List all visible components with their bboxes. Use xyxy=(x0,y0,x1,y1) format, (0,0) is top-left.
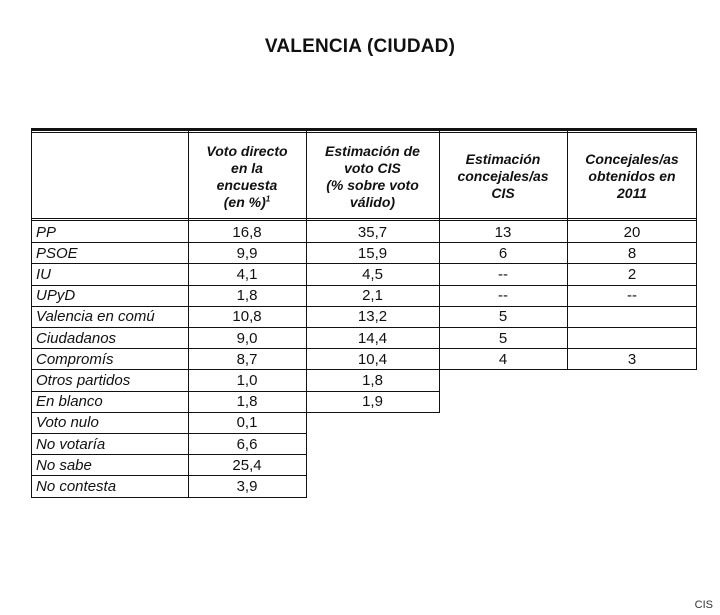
row-rule xyxy=(31,369,697,370)
row-rule xyxy=(31,391,439,392)
header-line: concejales/as xyxy=(457,168,549,184)
value-voto-directo: 10,8 xyxy=(232,308,262,326)
value-estimacion: 1,8 xyxy=(362,371,383,389)
column-rule xyxy=(696,128,697,370)
header-line: Concejales/as xyxy=(585,151,679,167)
value-concejales-cis: 6 xyxy=(498,244,508,262)
header-line: (% sobre voto xyxy=(326,176,419,193)
party-label: No contesta xyxy=(36,477,117,495)
party-label: Voto nulo xyxy=(36,414,99,432)
value-voto-directo: 8,7 xyxy=(236,350,258,368)
value-voto-directo: 16,8 xyxy=(232,223,262,241)
header-unit xyxy=(206,194,287,211)
value-voto-directo: 6,6 xyxy=(236,435,258,453)
value-concejales-2011 xyxy=(567,328,697,349)
value-voto-directo: 3,9 xyxy=(236,477,258,495)
value-concejales-2011: -- xyxy=(627,287,637,305)
value-concejales-cis: 13 xyxy=(494,223,512,241)
row-rule xyxy=(31,412,439,413)
column-rule xyxy=(306,128,307,498)
column-rule xyxy=(567,128,568,370)
column-rule xyxy=(188,128,189,498)
header-line: voto CIS xyxy=(344,159,401,176)
value-concejales-2011: 2 xyxy=(627,265,637,283)
value-voto-directo: 1,8 xyxy=(236,393,258,411)
value-concejales-cis: 4 xyxy=(498,350,508,368)
party-label: Otros partidos xyxy=(36,371,131,389)
value-concejales-2011: 3 xyxy=(627,350,637,368)
header-line: obtenidos en xyxy=(588,168,676,184)
value-voto-directo: 25,4 xyxy=(232,456,262,474)
value-estimacion: 13,2 xyxy=(357,308,388,326)
party-label: En blanco xyxy=(36,393,103,411)
value-estimacion: 15,9 xyxy=(357,244,388,262)
results-table xyxy=(31,128,697,503)
header-line: CIS xyxy=(491,185,515,201)
value-estimacion: 14,4 xyxy=(357,329,388,347)
header-line: Estimación xyxy=(465,151,541,167)
header-col2 xyxy=(306,132,439,221)
source-credit: CIS xyxy=(694,599,713,611)
row-rule xyxy=(31,242,697,243)
header-line: Estimación de xyxy=(325,142,420,159)
header-col1 xyxy=(188,132,306,221)
top-thick-rule xyxy=(31,128,697,131)
value-voto-directo: 1,8 xyxy=(236,287,258,305)
party-label: UPyD xyxy=(36,287,76,305)
value-estimacion: 2,1 xyxy=(362,287,383,305)
party-label: Valencia en comú xyxy=(36,308,155,326)
value-voto-directo: 9,9 xyxy=(236,244,258,262)
value-concejales-cis: -- xyxy=(498,287,508,305)
row-rule xyxy=(31,454,306,455)
column-rule xyxy=(439,128,440,413)
value-estimacion: 4,5 xyxy=(362,265,383,283)
header-line: en la xyxy=(231,159,263,176)
row-rule xyxy=(31,263,697,264)
value-estimacion: 10,4 xyxy=(357,350,388,368)
value-concejales-2011: 8 xyxy=(627,244,637,262)
header-line: encuesta xyxy=(216,176,278,193)
value-voto-directo: 1,0 xyxy=(236,371,258,389)
header-col2-text xyxy=(325,143,420,211)
party-label: Ciudadanos xyxy=(36,329,117,347)
value-concejales-2011 xyxy=(567,306,697,327)
value-estimacion: 1,9 xyxy=(362,393,383,411)
header-unit-text: (en %) xyxy=(223,193,266,210)
column-rule xyxy=(31,128,32,498)
value-concejales-cis: 5 xyxy=(498,308,508,326)
page-title: VALENCIA (CIUDAD) xyxy=(264,36,456,57)
value-concejales-cis: -- xyxy=(498,265,508,283)
header-rule-2 xyxy=(31,220,697,221)
value-concejales-cis: 5 xyxy=(498,329,508,347)
party-label: IU xyxy=(36,265,51,283)
value-estimacion: 35,7 xyxy=(357,223,388,241)
top-thin-rule xyxy=(31,132,697,133)
party-label: No votaría xyxy=(36,435,106,453)
header-rule-1 xyxy=(31,218,697,219)
party-label: Compromís xyxy=(36,350,114,368)
header-col1-text xyxy=(206,143,287,211)
row-rule xyxy=(31,348,697,349)
row-rule xyxy=(31,306,697,307)
row-rule xyxy=(31,285,697,286)
header-line: 2011 xyxy=(616,185,648,201)
header-line: válido) xyxy=(349,193,396,210)
footnote-marker: 1 xyxy=(265,193,271,203)
header-col4-text xyxy=(585,151,678,202)
value-concejales-2011: 20 xyxy=(623,223,641,241)
party-label: PP xyxy=(36,223,57,241)
party-label: PSOE xyxy=(36,244,78,262)
header-col4 xyxy=(567,132,697,221)
party-label: No sabe xyxy=(36,456,92,474)
header-col3 xyxy=(439,132,567,221)
value-voto-directo: 4,1 xyxy=(236,265,258,283)
header-col3-text xyxy=(457,151,548,202)
row-rule xyxy=(31,497,306,498)
row-rule xyxy=(31,433,306,434)
header-line: Voto directo xyxy=(206,142,288,159)
value-voto-directo: 9,0 xyxy=(236,329,258,347)
row-rule xyxy=(31,327,697,328)
row-rule xyxy=(31,475,306,476)
value-voto-directo: 0,1 xyxy=(236,414,258,432)
